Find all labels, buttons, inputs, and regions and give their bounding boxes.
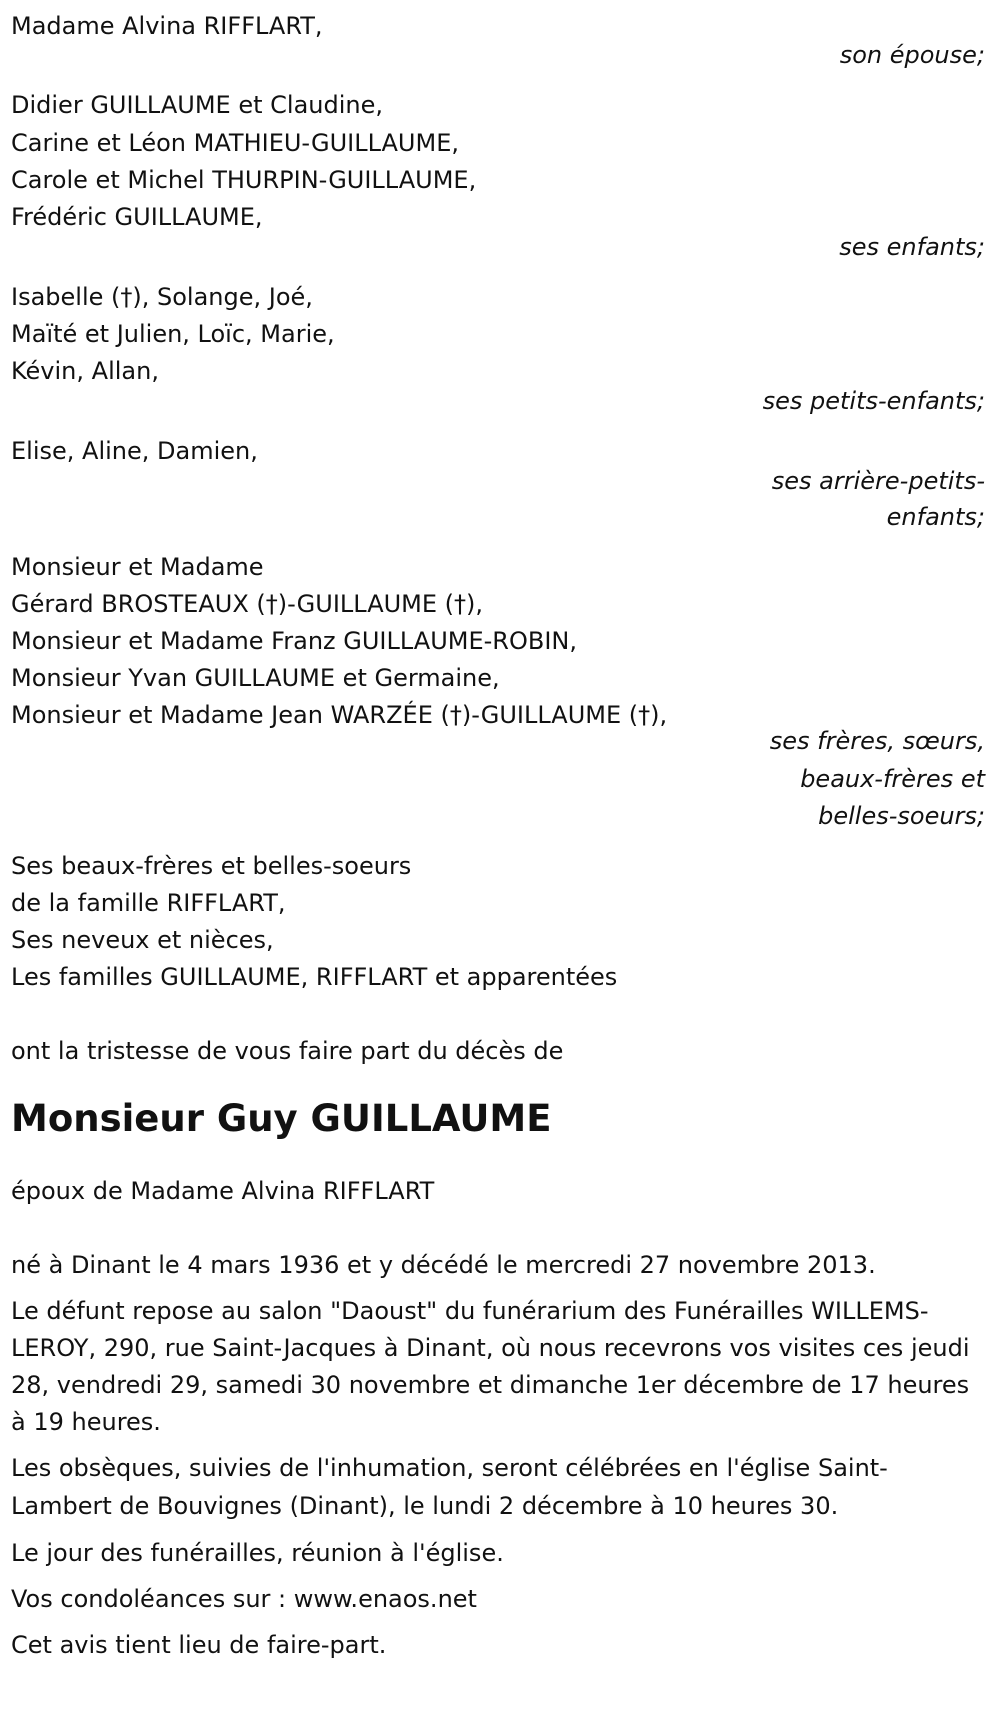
spouse-name: Madame Alvina RIFFLART, bbox=[11, 12, 323, 40]
sibling-name: Monsieur Yvan GUILLAUME et Germaine, bbox=[11, 664, 500, 692]
children-group bbox=[11, 85, 985, 267]
other-relatives-group bbox=[11, 846, 981, 997]
children-role: ses enfants; bbox=[839, 233, 985, 261]
great-grandchildren-role-line: ses arrière-petits- bbox=[771, 467, 985, 495]
sibling-name: Monsieur et Madame bbox=[11, 553, 264, 581]
sibling-name: Monsieur et Madame Franz GUILLAUME-ROBIN, bbox=[11, 627, 577, 655]
siblings-role-line: ses frères, sœurs, bbox=[769, 727, 985, 755]
spouse-group bbox=[11, 6, 985, 75]
announcement-text: ont la tristesse de vous faire part du décès de bbox=[11, 1037, 564, 1065]
child-name: Frédéric GUILLAUME, bbox=[11, 203, 263, 231]
funeral-paragraph: Les obsèques, suivies de l'inhumation, seront célébrées en l'église Saint-Lambert de Bouvignes (Dinant), le lundi 2 décembre à 10 heures 30. bbox=[11, 1454, 888, 1520]
other-relatives-line: Ses neveux et nièces, bbox=[11, 926, 274, 954]
great-grandchildren-role-line: enfants; bbox=[886, 503, 985, 531]
condolences-paragraph: Vos condoléances sur : www.enaos.net bbox=[11, 1585, 477, 1613]
notice-paragraph: Cet avis tient lieu de faire-part. bbox=[11, 1631, 387, 1659]
grandchildren-role: ses petits-enfants; bbox=[762, 387, 985, 415]
birth-death-paragraph: né à Dinant le 4 mars 1936 et y décédé le mercredi 27 novembre 2013. bbox=[11, 1251, 876, 1279]
child-name: Carole et Michel THURPIN-GUILLAUME, bbox=[11, 166, 477, 194]
great-grandchild-name: Elise, Aline, Damien, bbox=[11, 437, 258, 465]
meeting-paragraph: Le jour des funérailles, réunion à l'église. bbox=[11, 1539, 504, 1567]
child-name: Carine et Léon MATHIEU-GUILLAUME, bbox=[11, 129, 459, 157]
child-name: Didier GUILLAUME et Claudine, bbox=[11, 91, 383, 119]
sibling-name: Gérard BROSTEAUX (†)-GUILLAUME (†), bbox=[11, 590, 484, 618]
great-grandchildren-group bbox=[11, 431, 985, 537]
siblings-role-line: belles-soeurs; bbox=[818, 802, 985, 830]
other-relatives-line: Les familles GUILLAUME, RIFFLART et apparentées bbox=[11, 963, 618, 991]
other-relatives-line: Ses beaux-frères et belles-soeurs bbox=[11, 852, 412, 880]
sibling-name: Monsieur et Madame Jean WARZÉE (†)-GUILLAUME (†), bbox=[11, 701, 668, 729]
grandchildren-group bbox=[11, 277, 985, 421]
spouse-of-text: époux de Madame Alvina RIFFLART bbox=[11, 1177, 435, 1205]
visitation-paragraph: Le défunt repose au salon "Daoust" du funérarium des Funérailles WILLEMS-LEROY, 290, rue Saint-Jacques à Dinant, où nous recevrons vos visites ces jeudi 28, vendredi 29, samedi 30 novembre et dimanche 1er décembre de 17 heures à 19 heures. bbox=[11, 1297, 970, 1436]
grandchild-name: Maïté et Julien, Loïc, Marie, bbox=[11, 320, 335, 348]
obituary-column bbox=[11, 6, 985, 1665]
other-relatives-line: de la famille RIFFLART, bbox=[11, 889, 286, 917]
deceased-name: Monsieur Guy GUILLAUME bbox=[11, 1097, 552, 1140]
grandchild-name: Isabelle (†), Solange, Joé, bbox=[11, 283, 313, 311]
spouse-role: son épouse; bbox=[839, 41, 985, 69]
siblings-group bbox=[11, 547, 985, 836]
siblings-role-line: beaux-frères et bbox=[800, 765, 985, 793]
grandchild-name: Kévin, Allan, bbox=[11, 357, 159, 385]
